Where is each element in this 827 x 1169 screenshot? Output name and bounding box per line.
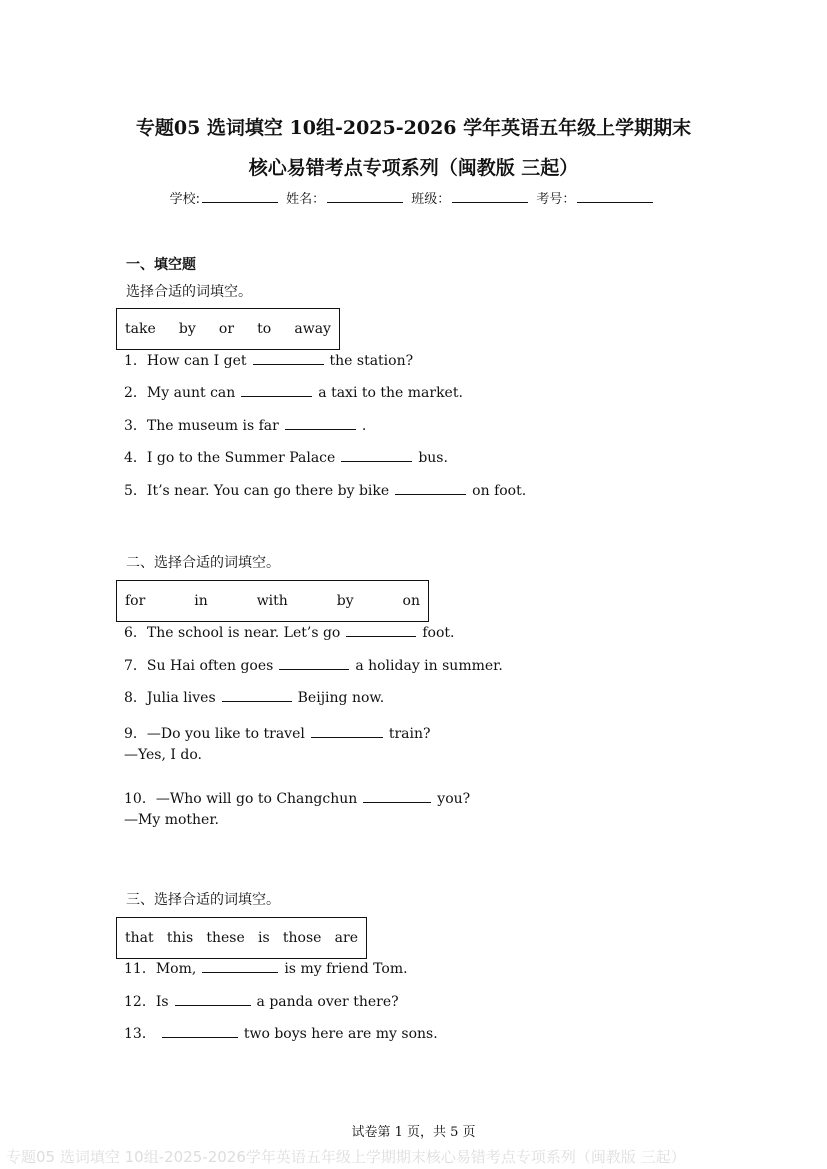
question-item	[124, 622, 454, 642]
word-bank-word: in	[194, 593, 208, 609]
question-number: 4．	[124, 450, 147, 466]
title-line-2: 核心易错考点专项系列（闽教版 三起）	[248, 157, 579, 179]
student-info	[0, 188, 827, 207]
question-item	[124, 655, 503, 675]
question-item	[124, 687, 384, 707]
question-number: 5．	[124, 483, 147, 499]
question-text-before: —Who will go to Changchun	[155, 791, 358, 807]
number-blank[interactable]	[577, 190, 653, 203]
word-bank-word: away	[294, 321, 331, 337]
class-blank[interactable]	[452, 190, 528, 203]
question-number: 6．	[124, 625, 147, 641]
word-bank-word: or	[218, 321, 235, 337]
word-bank-word: those	[282, 930, 322, 946]
question-text-after: on foot.	[472, 483, 527, 499]
word-bank-word: are	[334, 930, 358, 946]
question-item	[124, 415, 366, 435]
question-item	[124, 480, 526, 500]
word-bank-word: by	[178, 321, 196, 337]
question-text-after: Beijing now.	[297, 690, 385, 706]
question-text-after: two boys here are my sons.	[243, 1026, 438, 1042]
school-label: 学校:	[169, 192, 200, 207]
word-bank-word: by	[336, 593, 354, 609]
answer-blank[interactable]	[311, 725, 383, 738]
question-text-after: .	[361, 418, 367, 434]
question-text-before: How can I get	[146, 353, 247, 369]
name-label: 姓名：	[286, 192, 326, 207]
page-footer: 试卷第 1 页，共 5 页	[351, 1125, 476, 1140]
question-text-before: It’s near. You can go there by bike	[146, 483, 390, 499]
question-item	[124, 1023, 438, 1043]
watermark: 专题05 选词填空 10组-2025-2026学年英语五年级上学期期末核心易错考点专项系列（闽教版 三起）	[6, 1148, 686, 1166]
question-text-after: a holiday in summer.	[355, 658, 503, 674]
class-label: 班级：	[411, 192, 451, 207]
question-item	[124, 447, 448, 467]
question-number: 2．	[124, 385, 147, 401]
word-bank-word: this	[166, 930, 194, 946]
word-bank-word: take	[125, 321, 156, 337]
word-bank-word: on	[402, 593, 420, 609]
question-text-before: The school is near. Let’s go	[146, 625, 341, 641]
answer-blank[interactable]	[285, 417, 356, 430]
question-reply: —My mother.	[124, 812, 219, 828]
question-number: 13．	[124, 1026, 156, 1042]
answer-blank[interactable]	[222, 689, 292, 702]
question-text-before: I go to the Summer Palace	[146, 450, 336, 466]
answer-blank[interactable]	[341, 449, 412, 462]
question-number: 3．	[124, 418, 147, 434]
word-bank-word: for	[125, 593, 146, 609]
question-item	[124, 382, 463, 402]
question-number: 12．	[124, 994, 156, 1010]
question-text-after: the station?	[329, 353, 414, 369]
word-bank-3	[116, 917, 367, 959]
school-blank[interactable]	[202, 190, 278, 203]
word-bank-word: is	[258, 930, 270, 946]
question-number: 9．	[124, 726, 147, 742]
answer-blank[interactable]	[363, 790, 431, 803]
question-reply: —Yes, I do.	[124, 747, 202, 763]
answer-blank[interactable]	[395, 482, 466, 495]
question-number: 11．	[124, 961, 156, 977]
question-text-before: My aunt can	[146, 385, 236, 401]
answer-blank[interactable]	[162, 1025, 238, 1038]
word-bank-2	[116, 580, 429, 622]
question-text-after: a panda over there?	[256, 994, 399, 1010]
word-bank-word: these	[206, 930, 245, 946]
question-text-before: Julia lives	[146, 690, 216, 706]
question-number: 8．	[124, 690, 147, 706]
title-line-1: 专题05 选词填空 10组-2025-2026 学年英语五年级上学期期末	[135, 117, 692, 139]
question-text-after: a taxi to the market.	[318, 385, 463, 401]
question-text-after: foot.	[422, 625, 455, 641]
name-blank[interactable]	[327, 190, 403, 203]
question-text-before: —Do you like to travel	[146, 726, 305, 742]
question-item	[124, 350, 413, 370]
answer-blank[interactable]	[279, 657, 349, 670]
question-item	[124, 958, 408, 978]
word-bank-word: that	[125, 930, 154, 946]
question-text-after: train?	[388, 726, 431, 742]
word-bank-1	[116, 308, 340, 350]
question-number: 7．	[124, 658, 147, 674]
question-number: 1．	[124, 353, 147, 369]
section-3-heading: 三、选择合适的词填空。	[126, 892, 280, 908]
section-1-heading: 一、填空题	[126, 257, 196, 273]
word-bank-word: with	[256, 593, 288, 609]
question-text-before: Mom,	[155, 961, 197, 977]
section-2-heading: 二、选择合适的词填空。	[126, 555, 280, 571]
question-item	[124, 723, 431, 743]
question-text-after: is my friend Tom.	[284, 961, 408, 977]
question-text-before: Su Hai often goes	[146, 658, 274, 674]
question-number: 10．	[124, 791, 156, 807]
answer-blank[interactable]	[241, 384, 312, 397]
question-text-after: bus.	[418, 450, 448, 466]
answer-blank[interactable]	[175, 993, 251, 1006]
answer-blank[interactable]	[253, 352, 324, 365]
question-text-before: Is	[155, 994, 169, 1010]
section-1-instruction: 选择合适的词填空。	[126, 284, 252, 300]
answer-blank[interactable]	[202, 960, 278, 973]
question-item	[124, 991, 399, 1011]
answer-blank[interactable]	[346, 624, 416, 637]
number-label: 考号：	[536, 192, 576, 207]
question-text-after: you?	[437, 791, 471, 807]
question-item	[124, 788, 470, 808]
question-text-before: The museum is far	[146, 418, 279, 434]
word-bank-word: to	[257, 321, 272, 337]
